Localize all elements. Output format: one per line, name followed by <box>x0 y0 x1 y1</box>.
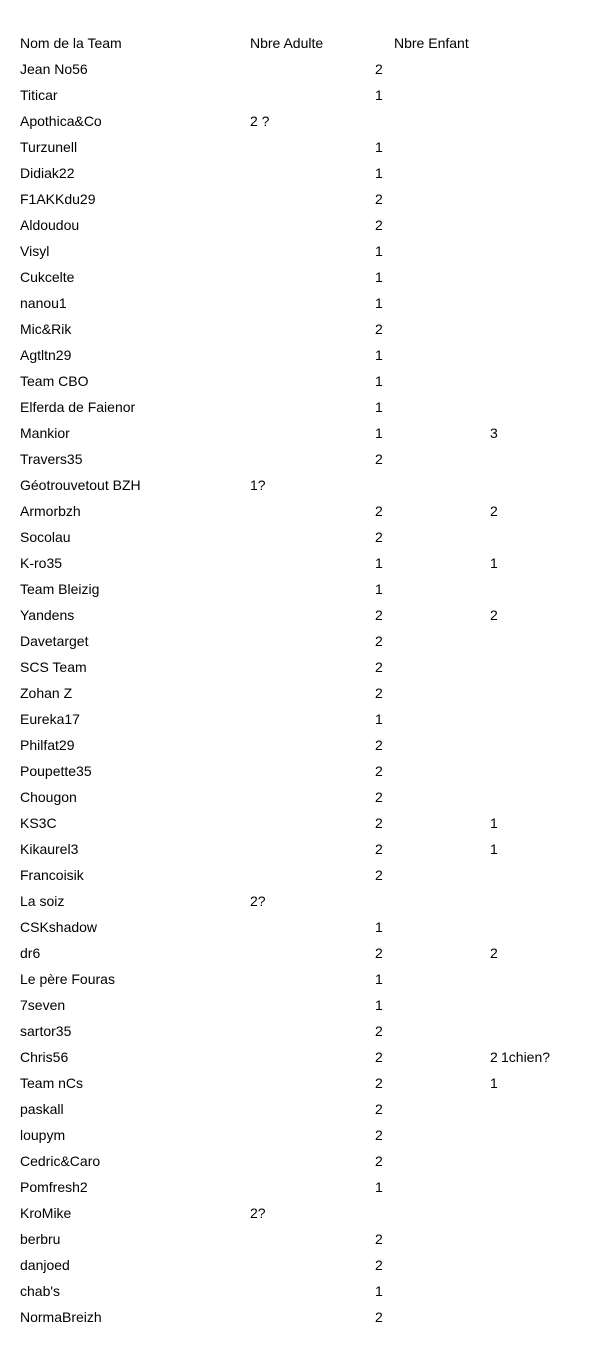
adults-cell: 2 <box>375 841 383 857</box>
children-cell: 2 <box>490 503 498 519</box>
table-row <box>0 1200 609 1226</box>
header-adults: Nbre Adulte <box>250 35 324 51</box>
table-row <box>0 420 609 446</box>
team-name-cell: Pomfresh2 <box>20 1179 88 1195</box>
team-name-cell: dr6 <box>20 945 41 961</box>
table-row <box>0 1070 609 1096</box>
adults-cell: 2 <box>375 867 383 883</box>
adults-cell: 2 <box>375 1049 383 1065</box>
adults-cell: 2 <box>375 1231 383 1247</box>
uncertain-count-cell: 2? <box>250 1205 266 1221</box>
table-row <box>0 888 609 914</box>
team-name-cell: Turzunell <box>20 139 78 155</box>
team-name-cell: Mankior <box>20 425 70 441</box>
team-name-cell: Zohan Z <box>20 685 73 701</box>
header-team: Nom de la Team <box>20 35 122 51</box>
team-name-cell: sartor35 <box>20 1023 72 1039</box>
adults-cell: 2 <box>375 1075 383 1091</box>
team-name-cell: Géotrouvetout BZH <box>20 477 141 493</box>
children-cell: 1 <box>490 555 498 571</box>
team-name-cell: Poupette35 <box>20 763 92 779</box>
table-row <box>0 602 609 628</box>
team-name-cell: Didiak22 <box>20 165 75 181</box>
adults-cell: 1 <box>375 243 383 259</box>
adults-cell: 1 <box>375 997 383 1013</box>
children-cell: 2 <box>490 607 498 623</box>
adults-cell: 2 <box>375 607 383 623</box>
team-name-cell: Titicar <box>20 87 58 103</box>
adults-cell: 2 <box>375 633 383 649</box>
adults-cell: 1 <box>375 711 383 727</box>
adults-cell: 2 <box>375 763 383 779</box>
adults-cell: 1 <box>375 1179 383 1195</box>
adults-cell: 2 <box>375 321 383 337</box>
table-row <box>0 550 609 576</box>
children-cell: 3 <box>490 425 498 441</box>
table-row <box>0 940 609 966</box>
table-row <box>0 680 609 706</box>
children-cell: 2 <box>490 1049 498 1065</box>
team-name-cell: Cukcelte <box>20 269 75 285</box>
adults-cell: 1 <box>375 399 383 415</box>
table-row <box>0 914 609 940</box>
team-name-cell: Aldoudou <box>20 217 80 233</box>
adults-cell: 1 <box>375 139 383 155</box>
table-row <box>0 1278 609 1304</box>
adults-cell: 1 <box>375 295 383 311</box>
team-name-cell: chab's <box>20 1283 61 1299</box>
uncertain-count-cell: 1? <box>250 477 266 493</box>
team-name-cell: Eureka17 <box>20 711 80 727</box>
adults-cell: 2 <box>375 503 383 519</box>
team-name-cell: Kikaurel3 <box>20 841 79 857</box>
team-name-cell: Chris56 <box>20 1049 69 1065</box>
team-name-cell: Le père Fouras <box>20 971 115 987</box>
adults-cell: 1 <box>375 269 383 285</box>
adults-cell: 2 <box>375 737 383 753</box>
table-row <box>0 654 609 680</box>
uncertain-count-cell: 2 ? <box>250 113 270 129</box>
team-name-cell: Team nCs <box>20 1075 84 1091</box>
team-name-cell: Socolau <box>20 529 71 545</box>
team-name-cell: Elferda de Faienor <box>20 399 136 415</box>
adults-cell: 1 <box>375 87 383 103</box>
table-row <box>0 316 609 342</box>
table-row <box>0 264 609 290</box>
table-row <box>0 628 609 654</box>
table-row <box>0 1096 609 1122</box>
team-name-cell: KroMike <box>20 1205 72 1221</box>
table-row <box>0 394 609 420</box>
adults-cell: 2 <box>375 789 383 805</box>
team-name-cell: Mic&Rik <box>20 321 72 337</box>
adults-cell: 2 <box>375 815 383 831</box>
table-body <box>0 56 609 1330</box>
table-row <box>0 706 609 732</box>
adults-cell: 1 <box>375 165 383 181</box>
table-row <box>0 836 609 862</box>
team-name-cell: loupym <box>20 1127 66 1143</box>
adults-cell: 1 <box>375 971 383 987</box>
team-name-cell: Chougon <box>20 789 77 805</box>
table-row <box>0 758 609 784</box>
children-cell: 1 <box>490 815 498 831</box>
table-row <box>0 290 609 316</box>
table-row <box>0 810 609 836</box>
table-row <box>0 82 609 108</box>
children-cell: 2 <box>490 945 498 961</box>
adults-cell: 1 <box>375 919 383 935</box>
adults-cell: 2 <box>375 529 383 545</box>
team-name-cell: paskall <box>20 1101 64 1117</box>
team-name-cell: Cedric&Caro <box>20 1153 101 1169</box>
team-name-cell: NormaBreizh <box>20 1309 102 1325</box>
team-name-cell: Team Bleizig <box>20 581 100 597</box>
team-name-cell: Armorbzh <box>20 503 81 519</box>
uncertain-count-cell: 2? <box>250 893 266 909</box>
team-name-cell: Davetarget <box>20 633 89 649</box>
adults-cell: 2 <box>375 1127 383 1143</box>
table-row <box>0 1304 609 1330</box>
adults-cell: 2 <box>375 659 383 675</box>
children-cell: 1 <box>490 1075 498 1091</box>
adults-cell: 2 <box>375 61 383 77</box>
adults-cell: 2 <box>375 1101 383 1117</box>
team-name-cell: KS3C <box>20 815 57 831</box>
table-row <box>0 1226 609 1252</box>
team-name-cell: CSKshadow <box>20 919 98 935</box>
adults-cell: 2 <box>375 1309 383 1325</box>
adults-cell: 1 <box>375 581 383 597</box>
header-children: Nbre Enfant <box>394 35 469 51</box>
team-name-cell: Travers35 <box>20 451 83 467</box>
team-name-cell: Francoisik <box>20 867 84 883</box>
adults-cell: 2 <box>375 451 383 467</box>
table-row <box>0 56 609 82</box>
team-name-cell: Apothica&Co <box>20 113 102 129</box>
adults-cell: 1 <box>375 1283 383 1299</box>
table-row <box>0 1122 609 1148</box>
table-row <box>0 1044 609 1070</box>
table-row <box>0 212 609 238</box>
table-row <box>0 446 609 472</box>
table-row <box>0 784 609 810</box>
table-row <box>0 966 609 992</box>
adults-cell: 2 <box>375 191 383 207</box>
table-row <box>0 134 609 160</box>
table-row <box>0 524 609 550</box>
team-name-cell: nanou1 <box>20 295 67 311</box>
team-name-cell: 7seven <box>20 997 66 1013</box>
team-name-cell: La soiz <box>20 893 65 909</box>
team-name-cell: Jean No56 <box>20 61 88 77</box>
adults-cell: 2 <box>375 1257 383 1273</box>
table-row <box>0 108 609 134</box>
adults-cell: 2 <box>375 945 383 961</box>
adults-cell: 1 <box>375 555 383 571</box>
table-row <box>0 472 609 498</box>
team-name-cell: F1AKKdu29 <box>20 191 96 207</box>
team-name-cell: Team CBO <box>20 373 89 389</box>
table-row <box>0 576 609 602</box>
children-cell: 1 <box>490 841 498 857</box>
team-name-cell: berbru <box>20 1231 61 1247</box>
table-row <box>0 238 609 264</box>
team-name-cell: Yandens <box>20 607 75 623</box>
adults-cell: 2 <box>375 1153 383 1169</box>
table-row <box>0 992 609 1018</box>
adults-cell: 2 <box>375 217 383 233</box>
team-name-cell: SCS Team <box>20 659 87 675</box>
table-row <box>0 342 609 368</box>
team-name-cell: Visyl <box>20 243 50 259</box>
table-row <box>0 186 609 212</box>
team-name-cell: Agtltn29 <box>20 347 72 363</box>
table-row <box>0 368 609 394</box>
adults-cell: 1 <box>375 347 383 363</box>
table-row <box>0 1174 609 1200</box>
adults-cell: 2 <box>375 1023 383 1039</box>
table-row <box>0 160 609 186</box>
table-row <box>0 732 609 758</box>
adults-cell: 2 <box>375 685 383 701</box>
table-row <box>0 498 609 524</box>
table-row <box>0 1018 609 1044</box>
adults-cell: 1 <box>375 425 383 441</box>
adults-cell: 1 <box>375 373 383 389</box>
table-row <box>0 862 609 888</box>
team-name-cell: Philfat29 <box>20 737 75 753</box>
team-name-cell: K-ro35 <box>20 555 63 571</box>
table-row <box>0 1252 609 1278</box>
team-table <box>0 30 609 1330</box>
team-name-cell: danjoed <box>20 1257 70 1273</box>
table-row <box>0 1148 609 1174</box>
note-cell: 1chien? <box>501 1049 551 1065</box>
header-row <box>0 30 609 56</box>
